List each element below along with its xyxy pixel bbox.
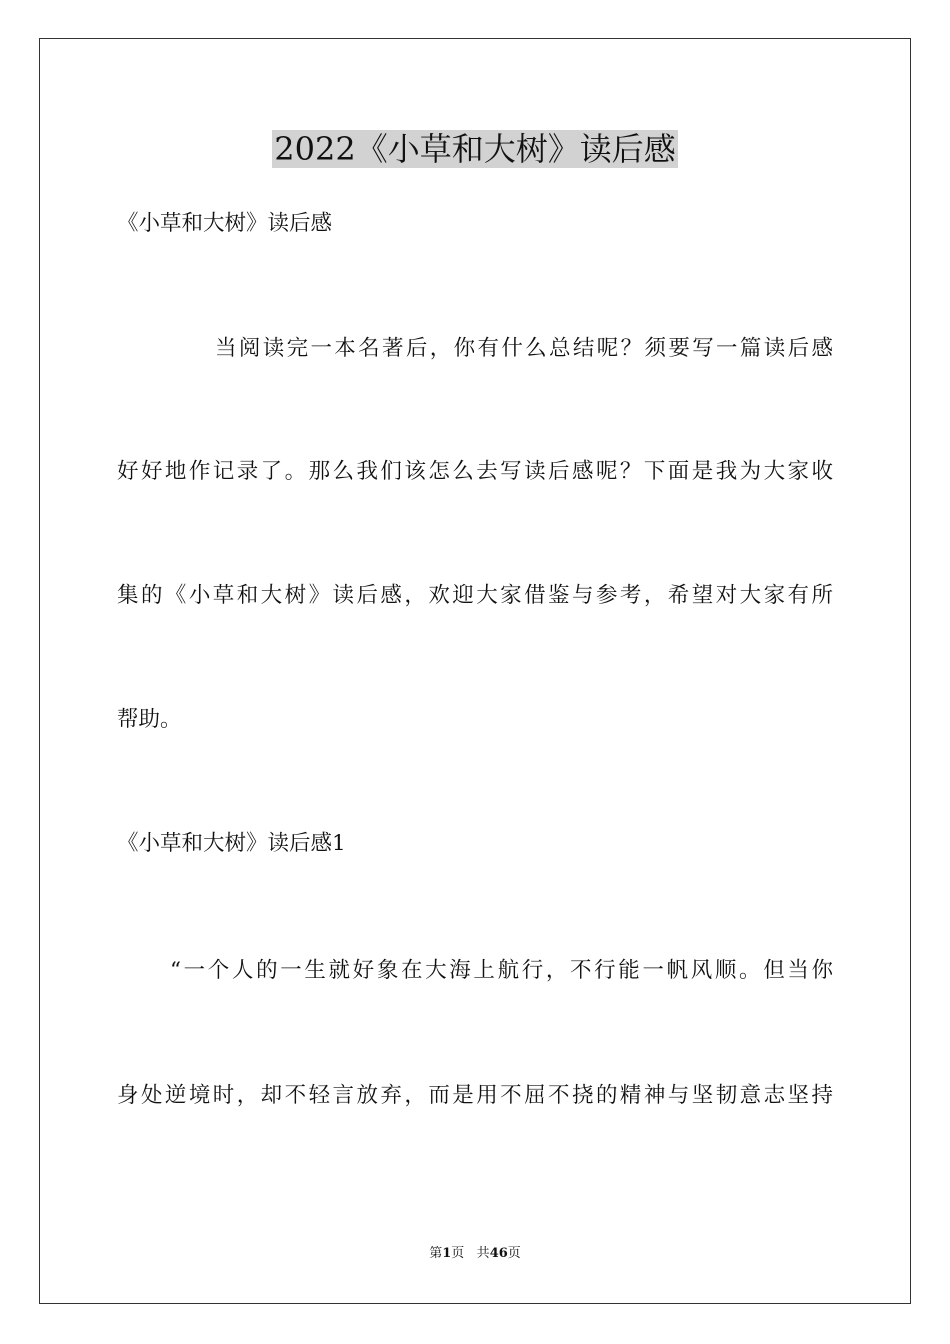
paragraph-line: 当阅读完一本名著后，你有什么总结呢？须要写一篇读后感 [215, 336, 833, 361]
document-title-text: 2022《小草和大树》读后感 [274, 130, 676, 168]
paragraph-line: “一个人的一生就好象在大海上航行，不行能一帆风顺。但当你 [170, 958, 833, 983]
document-title [0, 127, 950, 171]
page-footer [0, 1245, 950, 1263]
paragraph-line: 帮助。 [117, 707, 182, 732]
footer-current-page: 1 [442, 1246, 452, 1261]
paragraph-line: 身处逆境时，却不轻言放弃，而是用不屈不挠的精神与坚韧意志坚持 [117, 1083, 833, 1108]
footer-page-unit: 页 [451, 1246, 465, 1261]
footer-prefix: 第 [429, 1246, 443, 1261]
paragraph-line: 好好地作记录了。那么我们该怎么去写读后感呢？下面是我为大家收 [117, 459, 833, 484]
footer-total-pages: 46 [489, 1246, 508, 1261]
footer-total-unit: 页 [507, 1246, 521, 1261]
footer-total-prefix: 共 [476, 1246, 490, 1261]
paragraph-line: 集的《小草和大树》读后感，欢迎大家借鉴与参考，希望对大家有所 [117, 583, 833, 608]
section-heading: 《小草和大树》读后感1 [117, 831, 346, 856]
subtitle-line: 《小草和大树》读后感 [117, 211, 333, 236]
